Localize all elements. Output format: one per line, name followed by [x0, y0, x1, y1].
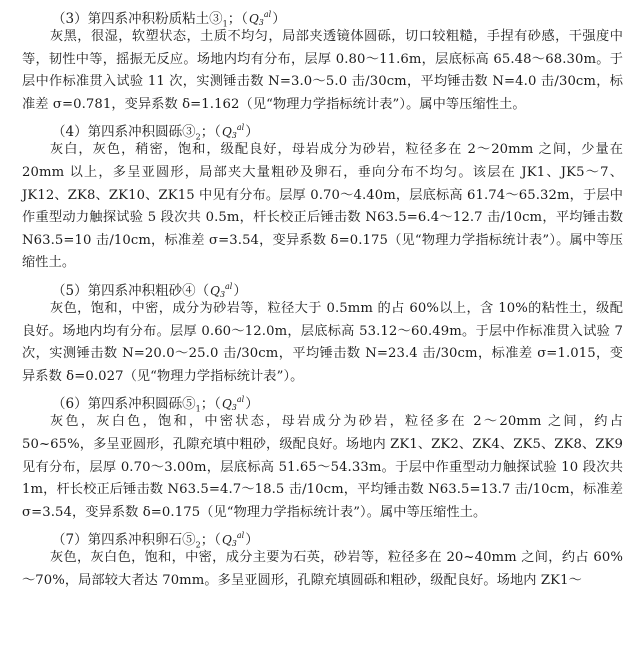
- section-body: 灰色，饱和，中密，成分为砂岩等，粒径大于 0.5mm 的占 60%以上，含 10%的粘性土，级配良好。场地内均有分布。层厚 0.60～12.0m，层底标高 53.12～60.49m。于层中作标准贯入试验 7 次，实测锤击数 N=20.0～25.0 击/30cm，平均锤击数 N=23.4 击/30cm，标准差 σ=1.015，变异系数 δ=0.027（见“物理力学指标统计表”）。: [22, 300, 623, 384]
- section-heading: （4）第四系冲积圆砾$③_2$；$(Q_3^{al})$: [52, 123, 259, 143]
- heading-text: （6）第四系冲积圆砾⑤: [52, 396, 196, 413]
- section-body: 灰黑，很湿，软塑状态，土质不均匀，局部夹透镜体圆砾，切口较粗糙，手捏有砂感，干强度中等，韧性中等，摇振无反应。场地内均有分布，层厚 0.80～11.6m，层底标高 65.48～68.30m。于层中作标准贯入试验 11 次，实测锤击数 N=3.0～5.0 击/30cm，平均锤击数 N=4.0 击/30cm，标准差 σ=0.781，变异系数 δ=1.162（见“物理力学指标统计表”）。属中等压缩性土。: [22, 29, 623, 112]
- heading-text: （5）第四系冲积粗砂④: [52, 282, 196, 299]
- heading-subscript: 1: [222, 19, 228, 29]
- geologic-age-symbol: $Q_3^{al}$: [248, 10, 272, 27]
- geologic-age-symbol: $Q_3^{al}$: [221, 395, 245, 413]
- heading-subscript: 2: [195, 133, 201, 143]
- heading-text: （3）第四系冲积粉质粘土③: [52, 11, 223, 27]
- section-heading: （5）第四系冲积粗砂$④(Q_3^{al})$: [52, 281, 247, 299]
- section-heading: （7）第四系冲积卵石$⑤_2$；$(Q_3^{al})$: [52, 531, 259, 550]
- geologic-age-symbol: $Q_3^{al}$: [221, 531, 245, 549]
- section-body: 灰白，灰色，稍密，饱和，级配良好，母岩成分为砂岩，粒径多在 2～20mm 之间，少量在 20mm 以上，多呈亚圆形，局部夹大量粗砂及卵石，垂向分布不均匀。该层在 JK1、JK5～7、JK12、ZK8、ZK10、ZK15 中见有分布。层厚 0.70～4.40m，层底标高 61.74～65.32m，于层中作重型动力触探试验 5 段次共 0.5m，杆长校正后锤击数 N63.5=6.4～12.7 击/10cm，平均锤击数 N63.5=10 击/10cm，标准差 σ=3.54，变异系数 δ=0.175（见“物理力学指标统计表”）。属中等压缩性土。: [22, 142, 623, 271]
- geologic-age-symbol: $Q_3^{al}$: [210, 281, 233, 299]
- section-heading: （6）第四系冲积圆砾$⑤_1$；$(Q_3^{al})$: [52, 395, 259, 414]
- geologic-age-symbol: $Q_3^{al}$: [221, 123, 245, 141]
- heading-subscript: 2: [195, 540, 201, 550]
- heading-text: （4）第四系冲积圆砾③: [52, 124, 196, 141]
- heading-subscript: 1: [195, 405, 201, 414]
- section-heading: （3）第四系冲积粉质粘土$③_1$；$(Q_3^{al})$: [52, 10, 286, 29]
- section-body: 灰色，灰白色，饱和，中密，成分主要为石英，砂岩等，粒径多在 20~40mm 之间，约占 60%～70%，局部较大者达 70mm。多呈亚圆形，孔隙充填圆砾和粗砂，级配良好。场地内 ZK1～: [22, 550, 623, 588]
- heading-text: （7）第四系冲积卵石⑤: [52, 532, 196, 549]
- section-body: 灰色，灰白色，饱和，中密状态，母岩成分为砂岩，粒径多在 2～20mm 之间，约占 50~65%，多呈亚圆形，孔隙充填中粗砂，级配良好。场地内 ZK1、ZK2、ZK4、ZK5、ZK8、ZK9 见有分布，层厚 0.70～3.00m，层底标高 51.65～54.33m。于层中作重型动力触探试验 10 段次共 1m，杆长校正后锤击数 N63.5=4.7～18.5 击/10cm，平均锤击数 N63.5=13.7 击/10cm，标准差 σ=3.54，变异系数 δ=0.175（见“物理力学指标统计表”）。属中等压缩性土。: [22, 414, 623, 520]
